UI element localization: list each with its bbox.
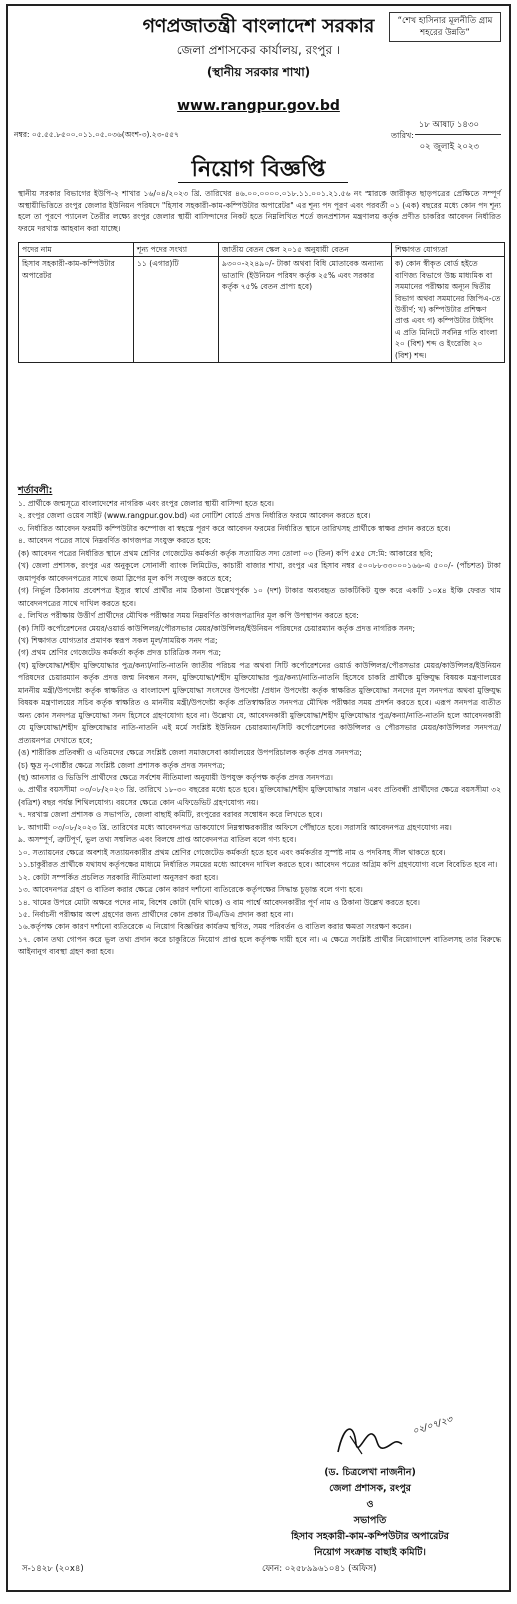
col-header-post: পদের নাম (19, 243, 134, 257)
committee-line-1: হিসাব সহকারী-কাম-কম্পিউটার অপারেটর (291, 1531, 449, 1542)
condition-item: ১৫. নির্বাচনী পরীক্ষায় অংশ গ্রহণের জন্য প্রার্থীদের কোন প্রকার টিএ/ডিএ প্রদান করা হবে না। (18, 909, 294, 919)
col-header-qualification: শিক্ষাগত যোগ্যতা (392, 243, 505, 257)
conditions-title: শর্তাবলী: (18, 485, 53, 496)
condition-item: (খ) জেলা প্রশাসক, রংপুর এর অনুকূলে সোনালী ব্যাংক লিমিটেড, কাচারী বাজার শাখা, রংপুর এর হিসাব নম্বর ৫০০৮৮৩৩০০০১৬৬-এ ৫০০/- (পাঁচশত) টাকা জমাপূর্বক আবেদনপত্রের সাথে জমা স্লিপের মূল কপি সংযুক্ত করতে হবে; (18, 561, 501, 583)
condition-item: (ক) সিটি কর্পোরেশনের মেয়র/ওয়ার্ড কাউন্সিলর/পৌরসভার মেয়র/কাউন্সিলর/ইউনিয়ন পরিষদের চেয়ারম্যান কর্তৃক প্রদত্ত নাগরিক সনদ; (18, 623, 416, 633)
website-link[interactable]: www.rangpur.gov.bd (177, 98, 340, 114)
condition-item: ৮. আগামী ০৩/০৮/২০২৩ খ্রি. তারিখের মধ্যে আবেদনপত্র ডাকযোগে নিম্নস্বাক্ষরকারীর অফিসে পৌঁছাতে হবে। সরাসরি আবেদনপত্র গ্রহণযোগ্য নয়। (18, 822, 452, 832)
qualification: ক) কোন স্বীকৃত বোর্ড হইতে বাণিজ্য বিভাগে উচ্চ মাধ্যমিক বা সমমানের পরীক্ষায় অন্যূন দ্বিতীয় বিভাগ অথবা সমমানের জিপিএ-তে উত্তীর্ণ; খ) কম্পিউটার প্রশিক্ষণ প্রাপ্ত এবং গ) কম্পিউটার টাইপিং এ প্রতি মিনিটে সর্বনিম্ন গতি বাংলা ২০ (বিশ) শব্দ ও ইংরেজি ২০ (বিশ) শব্দ। (392, 257, 505, 363)
condition-item: (গ) প্রথম শ্রেণির গেজেটেড কর্মকর্তা কর্তৃক প্রদত্ত চারিত্রিক সনদ পত্র; (18, 648, 222, 658)
table-row (19, 257, 505, 363)
title-underline (178, 182, 348, 183)
condition-item: ৭. দরখাস্ত জেলা প্রশাসক ও সভাপতি, জেলা বাছাই কমিটি, রংপুরের বরাবর সম্বোধন করে লিখতে হবে। (18, 810, 323, 820)
condition-item: (গ) নির্ভুল ঠিকানায় প্রবেশপত্র ইস্যুর স্বার্থে প্রার্থীর নাম ঠিকানা উল্লেখপূর্বক ১০ (দশ) টাকার অব্যবহৃত ডাকটিকিট যুক্ত করে একটি ১০x৪ ইঞ্চি ফেরত খাম আবেদনপত্রের সাথে দাখিল করতে হবে। (18, 586, 501, 608)
condition-item: (ছ) আনসার ও ভিডিপি প্রার্থীদের ক্ষেত্রে সর্বশেষ নীতিমালা অনুযায়ী উপযুক্ত কর্তৃপক্ষ কর্তৃক প্রদত্ত সনদপত্র। (18, 772, 333, 782)
government-title: গণপ্রজাতন্ত্রী বাংলাদেশ সরকার (142, 15, 375, 37)
condition-item: ১. প্রার্থীকে জন্মসূত্রে বাংলাদেশের নাগরিক এবং রংপুর জেলার স্থায়ী বাসিন্দা হতে হবে। (18, 499, 274, 508)
post-name: হিসাব সহকারী-কাম-কম্পিউটার অপারেটর (19, 257, 134, 363)
condition-item: (ঘ) মুক্তিযোদ্ধা/শহীদ মুক্তিযোদ্ধার পুত্র/কন্যা/নাতি-নাতনি জাতীয় পরিচয় পত্র অথবা সিটি কর্পোরেশনের ওয়ার্ড কাউন্সিলর/পৌরসভার মেয়র/কাউন্সিলর/ইউনিয়ন পরিষদের চেয়ারম্যান কর্তৃক প্রদত্ত জন্ম নিবন্ধন সনদ, মুক্তিযোদ্ধা/শহীদ মুক্তিযোদ্ধার পুত্র/কন্যা/নাতি-নাতনি হিসেবে চাকরি প্রার্থীকে মুক্তিযুদ্ধ বিষয়ক মন্ত্রণালয়ের মাননীয় মন্ত্রী/উপদেষ্টা কর্তৃক স্বাক্ষরিত ও বাংলাদেশ মুক্তিযোদ্ধা সংসদের উপদেষ্টা /প্রধান উপদেষ্টা কর্তৃক স্বাক্ষরিত মুক্তিযোদ্ধা সনদের মূল সনদপত্র অথবা মুক্তিযুদ্ধ বিষয়ক মন্ত্রণালয়ের সচিব কর্তৃক স্বাক্ষরিত ও মাননীয় মন্ত্রী/উপদেষ্টা কর্তৃক প্রতিস্বাক্ষরিত সনদপত্র মৌখিক পরীক্ষার সময় প্রদর্শন করতে হবে। এরূপ সনদপত্র ব্যতীত অন্য কোন সনদপত্র মুক্তিযোদ্ধা সনদ হিসেবে গ্রহণযোগ্য হবে না। উল্লেখ্য যে, আবেদনকারী মুক্তিযোদ্ধা/শহীদ মুক্তিযোদ্ধার পুত্র/কন্যা/নাতি-নাতনি হলে আবেদনকারী যে মুক্তিযোদ্ধা/শহীদ মুক্তিযোদ্ধার নাতি-নাতনি এই মর্মে সংশ্লিষ্ট ইউনিয়ন চেয়ারম্যান/সিটি কর্পোরেশনের কাউন্সিলর ও পৌরসভার মেয়র/কাউন্সিলর সনদপত্র/প্রত্যয়নপত্র দেখাতে হবে; (18, 660, 501, 745)
office-name: জেলা প্রশাসকের কার্যালয়, রংপুর । (176, 43, 341, 57)
condition-item: ৯. অসম্পূর্ণ, ত্রুটিপূর্ণ, ভুল তথ্য সম্বলিত এবং বিলম্বে প্রাপ্ত আবেদনপত্র বাতিল বলে গণ্য হবে। (18, 835, 297, 845)
col-header-salary: জাতীয় বেতন স্কেল ২০১৫ অনুযায়ী বেতন (219, 243, 392, 257)
notice-page (6, 4, 511, 1592)
salary-scale: ৯৩০০-২২৪৯০/- টাকা অথবা বিধি মোতাবেক অন্যান্য ভাতাদি (ইউনিয়ন পরিষদ কর্তৃক ২৫% এবং সরকার কর্তৃক ৭৫% বেতন প্রাপ্য হবে) (219, 257, 392, 363)
condition-item: ২. রংপুর জেলা ওয়েব সাইট (www.rangpur.gov.bd) এর নোটিশ বোর্ডে প্রদত্ত নির্ধারিত ফরমে আবেদন করতে হবে। (18, 511, 371, 521)
office-phone: ফোন: ০২৫৮৯৯৬১০৪১ (অফিস) (262, 1564, 377, 1574)
date-label: তারিখ: (391, 131, 414, 140)
condition-item: (খ) শিক্ষাগত যোগ্যতার প্রমাণক স্বরূপ সকল মূল/সাময়িক সনদ পত্র; (18, 635, 218, 645)
vacancy-table (18, 242, 505, 363)
signatory-role: সভাপতি (353, 1515, 387, 1526)
condition-item: ১৩. আবেদনপত্র গ্রহণ ও বাতিল করার ক্ষেত্রে কোন কারণ দর্শানো ব্যতিরেকে কর্তৃপক্ষের সিদ্ধান্ত চূড়ান্ত বলে গণ্য হবে। (18, 885, 363, 895)
branch-name: (স্থানীয় সরকার শাখা) (206, 65, 311, 79)
signature-date: ০২/০৭/২৩ (411, 1414, 454, 1438)
condition-item: ৩. নির্ধারিত আবেদন ফরমটি কম্পিউটার কম্পোজ বা স্বহস্তে পূরণ করে আবেদন ফরমের নির্ধারিত স্থানে তারিখসহ প্রার্থীকে স্বাক্ষর প্রদান করতে হবে। (18, 523, 451, 533)
condition-item: ১৬.কর্তৃপক্ষ কোন কারণ দর্শানো ব্যতিরেকে এ নিয়োগ বিজ্ঞপ্তির কার্যক্রম স্থগিত, সময় পরিবর্তন ও বাতিল করার ক্ষমতা সংরক্ষণ করেন। (18, 922, 412, 932)
date-divider (415, 134, 501, 135)
notice-title: নিয়োগ বিজ্ঞপ্তি (191, 157, 326, 182)
condition-item: ৫. লিখিত পরীক্ষায় উত্তীর্ণ প্রার্থীদের মৌখিক পরীক্ষার সময় নিম্নবর্ণিত কাগজপত্রাদির মূল কপি উপস্থাপন করতে হবে: (18, 611, 359, 621)
condition-item: ১২. কোটা সম্পর্কিত প্রচলিত সরকারি নীতিমালা অনুসরণ করা হবে। (18, 872, 219, 882)
vacancy-count: ১১ (এগার)টি (134, 257, 219, 363)
condition-item: ৪. আবেদন পত্রের সাথে নিম্নবর্ণিত কাগজপত্র সংযুক্ত করতে হবে: (18, 536, 211, 546)
condition-item: (ঙ) শারীরিক প্রতিবন্ধী ও এতিমদের ক্ষেত্রে সংশ্লিষ্ট জেলা সমাজসেবা কার্যালয়ের উপপরিচালক কর্তৃক প্রদত্ত সনদপত্র; (18, 748, 362, 758)
memo-number: নম্বর: ০৫.৫৫.৮৫০০.০১১.০৫.০৩৬(অংশ-৩).২৩-৫৫৭ (14, 130, 179, 139)
condition-item: ১৭. কোন তথ্য গোপন করে ভুল তথ্য প্রদান করে চাকুরিতে নিয়োগ প্রাপ্ত হলে কর্তৃপক্ষ দায়ী হবে না। এ ক্ষেত্রে সংশ্লিষ্ট প্রার্থীর নিয়োগাদেশ বাতিলসহ তার বিরুদ্ধে আইনানুগ ব্যবস্থা গ্রহণ করা হবে। (18, 934, 501, 957)
committee-line-2: নিয়োগ সংক্রান্ত বাছাই কমিটি। (314, 1547, 426, 1558)
signatory-name: (ড. চিত্রলেখা নাজনীন) (324, 1467, 416, 1478)
signatory-designation: জেলা প্রশাসক, রংপুর (329, 1483, 411, 1494)
signatory-and: ও (366, 1499, 374, 1510)
col-header-count: শূন্য পদের সংখ্যা (134, 243, 219, 257)
condition-item: ৬. প্রার্থীর বয়সসীমা ০৩/০৮/২০২৩ খ্রি. তারিখে ১৮-৩০ বছরের মধ্যে হতে হবে। মুক্তিযোদ্ধা/শহীদ মুক্তিযোদ্ধার সন্তান এবং প্রতিবন্ধী প্রার্থীদের ক্ষেত্রে বয়সসীমা ৩২ (বত্রিশ) বছর পর্যন্ত শিথিলযোগ্য। বয়সের ক্ষেত্রে কোন এফিডেভিট গ্রহণযোগ্য নয়। (18, 785, 501, 807)
date-english: ০২ জুলাই ২০২৩ (419, 142, 479, 152)
conditions-list (18, 498, 501, 959)
condition-item: ১৪. খামের উপরে মোটা অক্ষরে পদের নাম, বিশেষ কোটা (যদি থাকে) ও বাম পার্শ্বে আবেদনকারীর পূর্ণ নাম ও ঠিকানা উল্লেখ করতে হবে। (18, 897, 420, 907)
print-code: স-১৪২৮ (২০x৪) (22, 1564, 84, 1574)
date-bangla: ১৮ আষাঢ় ১৪৩০ (418, 120, 479, 130)
slogan-box: “শেখ হাসিনার মূলনীতি গ্রাম শহরের উন্নতি” (389, 12, 501, 42)
condition-item: ১১.চাকুরীরত প্রার্থীকে যথাযথ কর্তৃপক্ষের মাধ্যমে নির্ধারিত সময়ের মধ্যে আবেদন দাখিল করতে হবে। আবেদন পত্রের অগ্রিম কপি গ্রহণযোগ্য বলে বিবেচিত হবে না। (18, 860, 498, 870)
table-header-row (19, 243, 505, 257)
condition-item: (ক) আবেদন পত্রের নির্ধারিত স্থানে প্রথম শ্রেণির গেজেটেড কর্মকর্তা কর্তৃক সত্যায়িত সদ্য তোলা ০৩ (তিন) কপি ৫x৫ সে:মি: আকারের ছবি; (18, 548, 433, 558)
condition-item: (চ) ক্ষুদ্র নৃ-গোষ্ঠীর ক্ষেত্রে সংশ্লিষ্ট জেলা প্রশাসক কর্তৃক প্রদত্ত সনদপত্র; (18, 760, 225, 770)
intro-paragraph: স্থানীয় সরকার বিভাগের ইউপি-২ শাখার ১৬/০৪/২০২৩ খ্রি. তারিখের ৪৬.০০.০০০০.০১৮.১১.০০১.২১.৫৬ নং স্মারকে জারীকৃত ছাড়পত্রের প্রেক্ষিতে সম্পূর্ণ অস্থায়ীভিত্তিতে রংপুর জেলার ইউনিয়ন পরিষদে "হিসাব সহকারী-কাম-কম্পিউটার অপারেটর" এর শূন্য পদ পূরণ এবং পরবর্তী ০১ (এক) বছরের মধ্যে কোন পদ শূন্য হলে তা পূরণে প্যানেল তৈরীর লক্ষ্যে রংপুর জেলার স্থায়ী বাসিন্দাদের নিকট হতে নিম্নলিখিত শর্তে জনপ্রশাসন মন্ত্রণালয় কর্তৃক প্রণীত চাকরির আবেদন নির্ধারিত ফরমে দরখাস্ত আহবান করা যাচ্ছে। (18, 189, 501, 233)
condition-item: ১০. সত্যায়নের ক্ষেত্রে অবশ্যই সত্যায়নকারীর প্রথম শ্রেণির গেজেটেড কর্মকর্তা হতে হবে এবং কর্মকর্তার সুস্পষ্ট নাম ও পদবিসহ সীল থাকতে হবে। (18, 847, 446, 857)
